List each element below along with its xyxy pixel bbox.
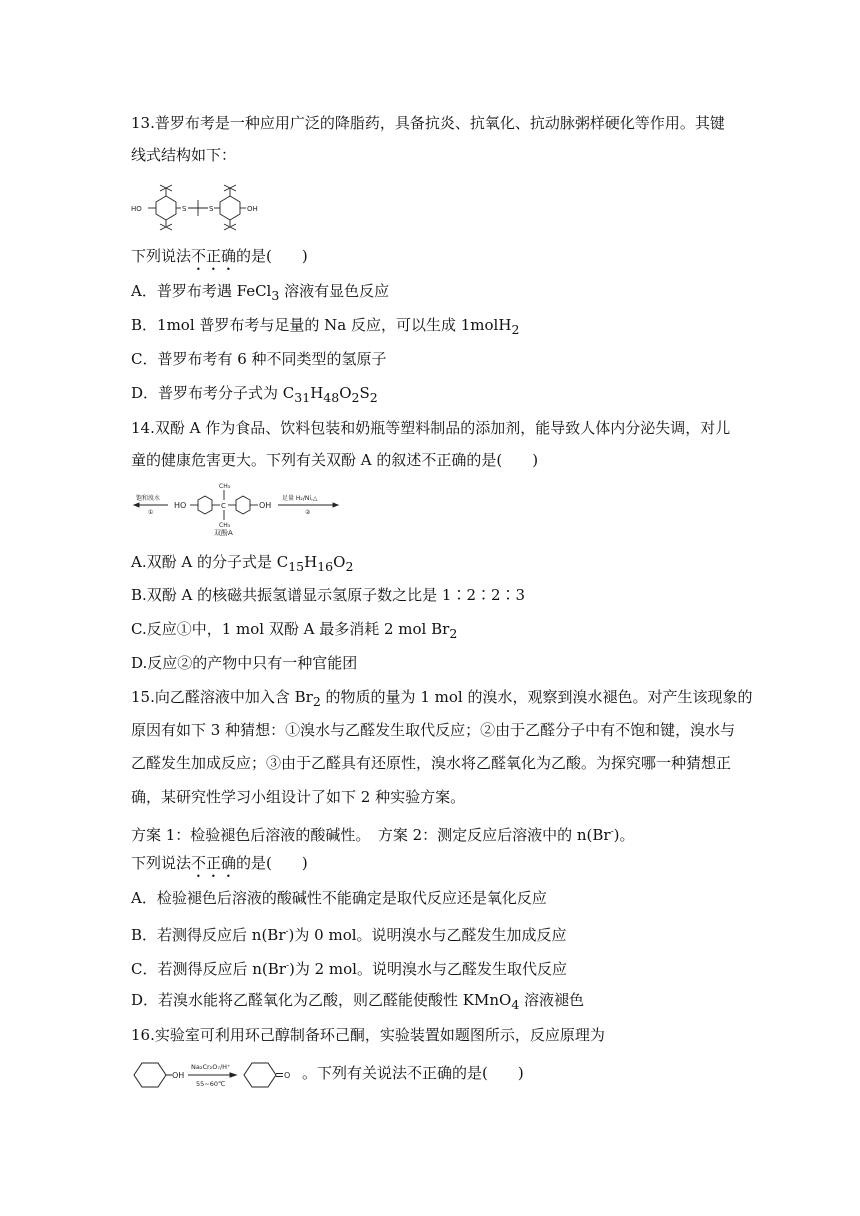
bisphenol-a-name: 双酚A bbox=[214, 529, 233, 536]
left-reaction-number: ① bbox=[148, 509, 154, 516]
s-label-2: S bbox=[209, 205, 214, 213]
ch3-top-label: CH₃ bbox=[219, 483, 231, 490]
oh-label: OH bbox=[247, 205, 258, 213]
probucol-structure bbox=[128, 178, 268, 234]
oxidant-label: Na₂Cr₂O₇/H⁺ bbox=[191, 1063, 231, 1071]
bisphenol-a-scheme bbox=[130, 478, 345, 536]
q13-line2: 线式结构如下： bbox=[131, 146, 237, 164]
center-carbon-label: C bbox=[221, 502, 226, 510]
q15-stem: 下列说法不正确的是( ) bbox=[131, 854, 308, 872]
oh-label: OH bbox=[172, 1071, 185, 1080]
q15-line1: 15.向乙醛溶液中加入含 $Br_2$ 的物质的量为 1 mol 的溴水，观察到溴水褪色。对产生该现象的 bbox=[131, 688, 753, 709]
q15-option-d: D．若溴水能将乙醛氧化为乙酸，则乙醛能使酸性 KMnO$_4$ 溶液褪色 bbox=[131, 991, 585, 1012]
q14-option-c: C.反应①中，1 mol 双酚 A 最多消耗 2 mol $Br_2$ bbox=[131, 620, 458, 641]
right-reaction-number: ② bbox=[305, 509, 311, 516]
ho-label: HO bbox=[131, 205, 142, 213]
left-reagent: 饱和溴水 bbox=[136, 495, 161, 502]
q15-line2: 原因有如下 3 种猜想：①溴水与乙醛发生取代反应；②由于乙醛分子中有不饱和键，溴水与 bbox=[131, 721, 736, 739]
q14-line2: 童的健康危害更大。下列有关双酚 A 的叙述不正确的是( ) bbox=[131, 451, 539, 469]
q16-line2: 。下列有关说法不正确的是( ) bbox=[302, 1064, 524, 1082]
q13-option-b: B．1mol 普罗布考与足量的 Na 反应，可以生成 1molH$_2$ bbox=[131, 316, 520, 337]
right-reagent: 足量 H₂/Ni,△ bbox=[282, 495, 318, 502]
q15-plans: 方案 1：检验褪色后溶液的酸碱性。 方案 2：测定反应后溶液中的 n(Br-)。 bbox=[131, 826, 635, 844]
q13-stem: 下列说法不正确的是( ) bbox=[131, 247, 308, 265]
q13-option-d: D．普罗布考分子式为 $C_{31}H_{48}O_2S_2$ bbox=[131, 384, 378, 405]
s-label-1: S bbox=[182, 205, 187, 213]
q15-option-b: B．若测得反应后 n(Br-)为 0 mol。说明溴水与乙醛发生加成反应 bbox=[131, 926, 567, 944]
o-label: O bbox=[284, 1071, 291, 1080]
q14-option-a: A.双酚 A 的分子式是 $C_{15}H_{16}O_2$ bbox=[131, 553, 354, 574]
q14-option-d: D.反应②的产物中只有一种官能团 bbox=[131, 654, 358, 672]
ho-label: HO bbox=[174, 501, 187, 510]
q15-line3: 乙醛发生加成反应；③由于乙醛具有还原性，溴水将乙醛氧化为乙酸。为探究哪一种猜想正 bbox=[131, 754, 732, 772]
q14-option-b: B.双酚 A 的核磁共振氢谱显示氢原子数之比是 1∶2∶2∶3 bbox=[131, 586, 526, 604]
q15-option-c: C．若测得反应后 n(Br-)为 2 mol。说明溴水与乙醛发生取代反应 bbox=[131, 960, 567, 978]
q13-line1: 13.普罗布考是一种应用广泛的降脂药，具备抗炎、抗氧化、抗动脉粥样硬化等作用。其键 bbox=[131, 114, 725, 132]
temperature-label: 55~60℃ bbox=[196, 1080, 226, 1088]
q14-line1: 14.双酚 A 作为食品、饮料包装和奶瓶等塑料制品的添加剂，能导致人体内分泌失调，对儿 bbox=[131, 419, 731, 437]
q16-line1: 16.实验室可利用环己醇制备环己酮，实验装置如题图所示，反应原理为 bbox=[131, 1026, 605, 1044]
q15-option-a: A．检验褪色后溶液的酸碱性不能确定是取代反应还是氧化反应 bbox=[131, 889, 547, 907]
q15-line4: 确，某研究性学习小组设计了如下 2 种实验方案。 bbox=[131, 788, 466, 806]
oh-label: OH bbox=[259, 501, 272, 510]
ch3-bottom-label: CH₃ bbox=[219, 522, 231, 529]
cyclohexanol-oxidation-scheme bbox=[128, 1056, 298, 1092]
q13-option-c: C．普罗布考有 6 种不同类型的氢原子 bbox=[131, 350, 387, 368]
q13-option-a: A．普罗布考遇 FeCl$_3$ 溶液有显色反应 bbox=[131, 282, 390, 303]
